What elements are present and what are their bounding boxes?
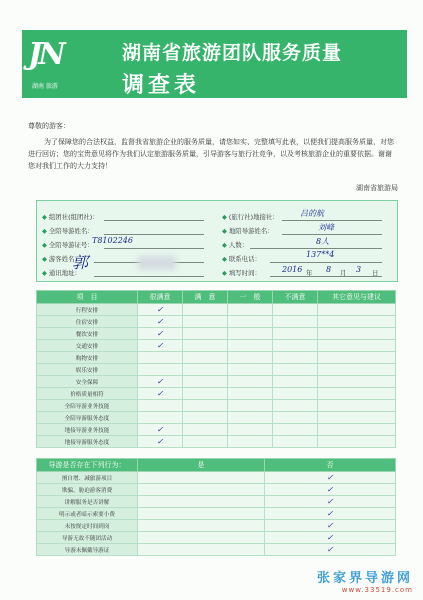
comment-cell[interactable]	[318, 340, 396, 352]
rating-item-label: 价格质量相符	[37, 388, 138, 400]
behavior-row	[37, 520, 396, 532]
comment-cell[interactable]	[318, 436, 396, 448]
rating-option-cell[interactable]	[228, 352, 273, 364]
address-label: ◆ 通讯地址：	[42, 269, 81, 277]
check-mark: ✓	[326, 497, 334, 506]
rating-option-cell[interactable]	[138, 412, 183, 424]
letter-body: 为了保障您的合法权益，监督我省旅游企业的服务质量，请您如实、完整填写此表，以便我们提高服务质量，对您进行回访；您的宝贵意见将作为我们认定旅游服务质量，引导游客与旅行社竞争，以及考核旅游企业的重要依据。谢谢您对我们工作的大力支持！	[28, 138, 394, 170]
bullet-icon: ◆	[42, 241, 47, 249]
behavior-no-cell[interactable]	[265, 508, 396, 520]
comment-cell[interactable]	[318, 388, 396, 400]
col-item: 项 目	[37, 291, 138, 304]
bullet-icon: ◆	[42, 213, 47, 221]
rating-option-cell[interactable]	[228, 400, 273, 412]
rating-option-cell[interactable]	[273, 376, 318, 388]
behavior-no-cell[interactable]	[265, 532, 396, 544]
rating-row	[37, 304, 396, 316]
local-guide-label: ◆ 地陪导游姓名：	[222, 227, 274, 235]
rating-option-cell[interactable]	[138, 316, 183, 328]
rating-item-label: 行程安排	[37, 304, 138, 316]
logo-tag: 湖南 旅游	[32, 83, 58, 90]
ground-agency-field[interactable]	[282, 220, 382, 221]
rating-option-cell[interactable]	[273, 400, 318, 412]
col-no: 否	[265, 459, 396, 472]
ground-agency-label: ◆ (旅行社)地接社：	[222, 213, 279, 221]
bullet-icon: ◆	[222, 269, 227, 277]
comment-cell[interactable]	[318, 304, 396, 316]
col-unsatisfied: 不满意	[273, 291, 318, 304]
check-mark: ✓	[156, 389, 164, 398]
check-mark: ✓	[326, 545, 334, 554]
rating-item-label: 全陪导游服务态度	[37, 412, 138, 424]
fill-month: 8	[326, 265, 332, 274]
form-title-line2: 调查表	[122, 73, 201, 98]
bullet-icon: ◆	[222, 255, 227, 263]
behavior-item-label: 导游无故不随团活动	[37, 532, 138, 544]
rating-option-cell[interactable]	[228, 388, 273, 400]
check-mark: ✓	[156, 305, 164, 314]
rating-item-label: 地接导游服务态度	[37, 436, 138, 448]
behavior-table	[36, 458, 396, 556]
phone-field[interactable]	[270, 262, 382, 263]
phone-label: ◆ 联系电话：	[222, 255, 261, 263]
fill-day: 3	[356, 265, 362, 274]
comment-cell[interactable]	[318, 352, 396, 364]
behavior-row	[37, 532, 396, 544]
rating-option-cell[interactable]	[228, 424, 273, 436]
local-guide-field[interactable]	[282, 234, 382, 235]
col-behavior: 导游是否存在下列行为：	[37, 459, 138, 472]
comment-cell[interactable]	[318, 328, 396, 340]
bullet-icon: ◆	[42, 269, 47, 277]
rating-row	[37, 436, 396, 448]
rating-option-cell[interactable]	[138, 376, 183, 388]
rating-option-cell[interactable]	[273, 436, 318, 448]
behavior-no-cell[interactable]	[265, 472, 396, 484]
behavior-yes-cell[interactable]	[138, 520, 265, 532]
comment-cell[interactable]	[318, 412, 396, 424]
day-unit: 日	[372, 269, 379, 277]
rating-row	[37, 424, 396, 436]
letter-signature: 湖南省旅游局	[356, 184, 398, 192]
rating-option-cell[interactable]	[138, 388, 183, 400]
site-watermark	[317, 567, 413, 594]
comment-cell[interactable]	[318, 364, 396, 376]
behavior-no-cell[interactable]	[265, 496, 396, 508]
rating-option-cell[interactable]	[273, 328, 318, 340]
rating-option-cell[interactable]	[183, 316, 228, 328]
ground-agency-value: 吕的航	[300, 209, 324, 218]
col-very-satisfied: 很满意	[138, 291, 183, 304]
rating-table	[36, 290, 396, 448]
rating-option-cell[interactable]	[273, 352, 318, 364]
behavior-item-label: 擅自增、减旅游项目	[37, 472, 138, 484]
rating-option-cell[interactable]	[183, 328, 228, 340]
behavior-header-row	[37, 459, 396, 472]
letter-greeting: 尊敬的游客：	[28, 122, 70, 130]
guide-id-label: ◆ 全陪导游证号：	[42, 241, 94, 249]
rating-option-cell[interactable]	[228, 340, 273, 352]
check-mark: ✓	[156, 329, 164, 338]
guide-name-field[interactable]	[104, 234, 204, 235]
rating-item-label: 住宿安排	[37, 316, 138, 328]
guide-name-label: ◆ 全陪导游姓名：	[42, 227, 94, 235]
form-header	[22, 30, 407, 98]
rating-option-cell[interactable]	[138, 352, 183, 364]
behavior-no-cell[interactable]	[265, 520, 396, 532]
behavior-row	[37, 544, 396, 556]
check-mark: ✓	[156, 437, 164, 446]
rating-row	[37, 376, 396, 388]
fill-year: 2016	[282, 265, 303, 274]
fill-date-label: ◆ 填写时间：	[222, 269, 261, 277]
people-field[interactable]	[250, 248, 382, 249]
bullet-icon: ◆	[42, 227, 47, 235]
rating-row	[37, 340, 396, 352]
comment-cell[interactable]	[318, 376, 396, 388]
check-mark: ✓	[326, 521, 334, 530]
behavior-yes-cell[interactable]	[138, 508, 265, 520]
behavior-item-label: 未按规定时间到岗	[37, 520, 138, 532]
rating-row	[37, 388, 396, 400]
behavior-yes-cell[interactable]	[138, 484, 265, 496]
bullet-icon: ◆	[222, 241, 227, 249]
rating-option-cell[interactable]	[183, 364, 228, 376]
rating-row	[37, 352, 396, 364]
rating-item-label: 全陪导游业务技能	[37, 400, 138, 412]
behavior-item-label: 明示或者暗示索要小费	[37, 508, 138, 520]
redacted-area	[138, 256, 176, 270]
rating-row	[37, 328, 396, 340]
rating-item-label: 地接导游业务技能	[37, 424, 138, 436]
behavior-no-cell[interactable]	[265, 484, 396, 496]
col-yes: 是	[138, 459, 265, 472]
behavior-item-label: 导游未佩戴导游证	[37, 544, 138, 556]
tourism-logo	[28, 36, 88, 92]
check-mark: ✓	[326, 485, 334, 494]
col-comments: 其它意见与建议	[318, 291, 396, 304]
rating-item-label: 安全保障	[37, 376, 138, 388]
rating-row	[37, 400, 396, 412]
rating-item-label: 餐饮安排	[37, 328, 138, 340]
watermark-title: 张家界导游网	[316, 571, 413, 586]
behavior-no-cell[interactable]	[265, 544, 396, 556]
rating-item-label: 娱乐安排	[37, 364, 138, 376]
local-guide-value: 刘峰	[318, 223, 334, 232]
behavior-item-label: 欺骗、胁迫游客消费	[37, 484, 138, 496]
watermark-url: www.33519.com	[341, 586, 413, 594]
behavior-yes-cell[interactable]	[138, 472, 265, 484]
rating-option-cell[interactable]	[273, 388, 318, 400]
bullet-icon: ◆	[42, 255, 47, 263]
col-satisfied: 满 意	[183, 291, 228, 304]
handwritten-signature: 郭	[72, 253, 89, 272]
people-value: 8人	[316, 237, 330, 246]
month-unit: 月	[340, 269, 347, 277]
behavior-yes-cell[interactable]	[138, 532, 265, 544]
bullet-icon: ◆	[222, 213, 227, 221]
comment-cell[interactable]	[318, 400, 396, 412]
rating-option-cell[interactable]	[273, 424, 318, 436]
people-label: ◆ 人数：	[222, 241, 249, 249]
behavior-yes-cell[interactable]	[138, 544, 265, 556]
behavior-row	[37, 508, 396, 520]
rating-option-cell[interactable]	[138, 328, 183, 340]
rating-row	[37, 412, 396, 424]
agency-label: ◆ 组团社(组团社)：	[42, 213, 99, 221]
form-title-line1: 湖南省旅游团队服务质量	[122, 42, 343, 64]
check-mark: ✓	[156, 425, 164, 434]
col-average: 一 般	[228, 291, 273, 304]
rating-option-cell[interactable]	[228, 412, 273, 424]
phone-value: 137**4	[306, 250, 335, 259]
letter-section	[28, 120, 398, 194]
rating-option-cell[interactable]	[183, 400, 228, 412]
rating-option-cell[interactable]	[273, 412, 318, 424]
rating-item-label: 交通安排	[37, 340, 138, 352]
check-mark: ✓	[156, 317, 164, 326]
comment-cell[interactable]	[318, 316, 396, 328]
behavior-yes-cell[interactable]	[138, 496, 265, 508]
rating-option-cell[interactable]	[273, 364, 318, 376]
rating-option-cell[interactable]	[183, 352, 228, 364]
check-mark: ✓	[156, 377, 164, 386]
rating-option-cell[interactable]	[228, 316, 273, 328]
rating-header-row	[37, 291, 396, 304]
rating-option-cell[interactable]	[228, 436, 273, 448]
behavior-row	[37, 472, 396, 484]
rating-option-cell[interactable]	[138, 436, 183, 448]
rating-row	[37, 316, 396, 328]
rating-item-label: 购物安排	[37, 352, 138, 364]
behavior-row	[37, 484, 396, 496]
rating-option-cell[interactable]	[228, 364, 273, 376]
rating-option-cell[interactable]	[138, 340, 183, 352]
check-mark: ✓	[326, 473, 334, 482]
rating-option-cell[interactable]	[183, 388, 228, 400]
rating-option-cell[interactable]	[228, 328, 273, 340]
check-mark: ✓	[326, 533, 334, 542]
rating-option-cell[interactable]	[273, 340, 318, 352]
rating-option-cell[interactable]	[183, 412, 228, 424]
rating-option-cell[interactable]	[183, 376, 228, 388]
check-mark: ✓	[156, 341, 164, 350]
behavior-item-label: 讲解服务是否讲解	[37, 496, 138, 508]
tourist-name-label: ◆ 游客姓名：	[42, 255, 81, 263]
rating-option-cell[interactable]	[273, 304, 318, 316]
check-mark: ✓	[326, 509, 334, 518]
rating-option-cell[interactable]	[228, 304, 273, 316]
rating-option-cell[interactable]	[138, 364, 183, 376]
rating-option-cell[interactable]	[138, 400, 183, 412]
agency-field[interactable]	[104, 220, 204, 221]
guide-id-value: T8102246	[92, 236, 133, 245]
rating-option-cell[interactable]	[183, 424, 228, 436]
rating-option-cell[interactable]	[138, 304, 183, 316]
logo-mark: JN	[28, 37, 62, 72]
comment-cell[interactable]	[318, 424, 396, 436]
bullet-icon: ◆	[222, 227, 227, 235]
rating-row	[37, 364, 396, 376]
behavior-row	[37, 496, 396, 508]
rating-option-cell[interactable]	[138, 424, 183, 436]
rating-option-cell[interactable]	[183, 304, 228, 316]
rating-option-cell[interactable]	[183, 436, 228, 448]
address-field[interactable]	[94, 276, 204, 277]
rating-option-cell[interactable]	[273, 316, 318, 328]
guide-id-field[interactable]	[104, 248, 204, 249]
year-unit: 年	[306, 269, 313, 277]
rating-option-cell[interactable]	[183, 340, 228, 352]
fill-date-field[interactable]	[270, 276, 382, 277]
rating-option-cell[interactable]	[228, 376, 273, 388]
